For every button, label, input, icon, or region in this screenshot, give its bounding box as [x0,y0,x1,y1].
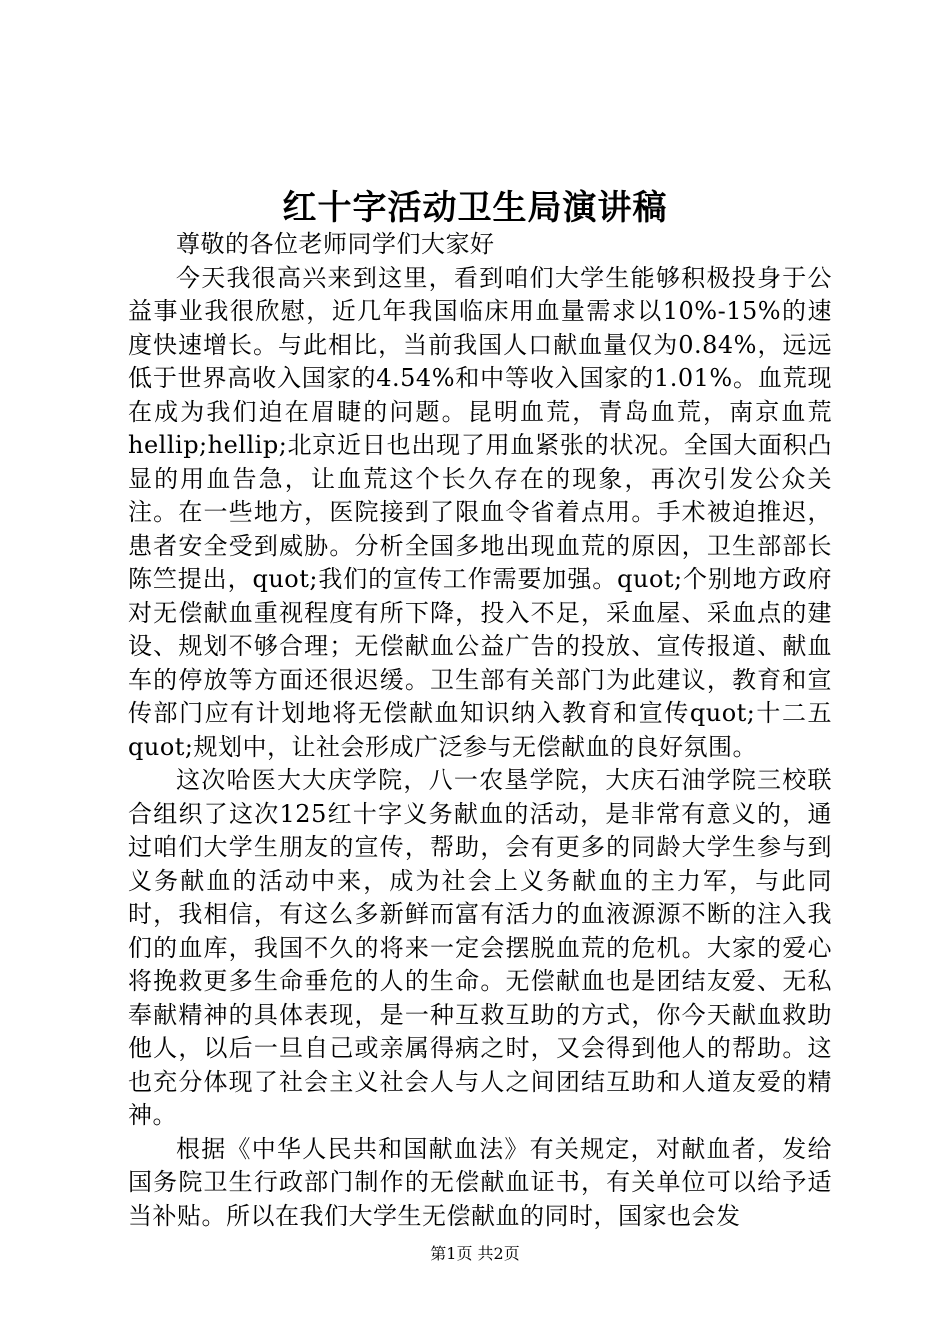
document-title: 红十字活动卫生局演讲稿 [282,188,668,228]
page-number-footer: 第1页 共2页 [430,1244,520,1263]
paragraph-blood-donation-law: 根据《中华人民共和国献血法》有关规定，对献血者，发给国务院卫生行政部门制作的无偿献血证书，有关单位可以给予适当补贴。所以在我们大学生无偿献血的同时，国家也会发 [128,1134,832,1230]
paragraph-donation-event: 这次哈医大大庆学院，八一农垦学院，大庆石油学院三校联合组织了这次125红十字义务献血的活动，是非常有意义的，通过咱们大学生朋友的宣传，帮助，会有更多的同龄大学生参与到义务献血的活动中来，成为社会上义务献血的主力军，与此同时，我相信，有这么多新鲜而富有活力的血液源源不断的注入我们的血库，我国不久的将来一定会摆脱血荒的危机。大家的爱心将挽救更多生命垂危的人的生命。无偿献血也是团结友爱、无私奉献精神的具体表现，是一种互救互助的方式，你今天献血救助他人，以后一旦自己或亲属得病之时，又会得到他人的帮助。这也充分体现了社会主义社会人与人之间团结互助和人道友爱的精神。 [128,766,832,1129]
document-body [128,228,832,1233]
paragraph-greeting: 尊敬的各位老师同学们大家好 [176,230,495,258]
paragraph-blood-shortage: 今天我很高兴来到这里，看到咱们大学生能够积极投身于公益事业我很欣慰，近几年我国临床用血量需求以10%-15%的速度快速增长。与此相比，当前我国人口献血量仅为0.84%，远远低于世界高收入国家的4.54%和中等收入国家的1.01%。血荒现在成为我们迫在眉睫的问题。昆明血荒，青岛血荒，南京血荒hellip;hellip;北京近日也出现了用血紧张的状况。全国大面积凸显的用血告急，让血荒这个长久存在的现象，再次引发公众关注。在一些地方，医院接到了限血令省着点用。手术被迫推迟，患者安全受到威胁。分析全国多地出现血荒的原因，卫生部部长陈竺提出，quot;我们的宣传工作需要加强。quot;个别地方政府对无偿献血重视程度有所下降，投入不足，采血屋、采血点的建设、规划不够合理；无偿献血公益广告的投放、宣传报道、献血车的停放等方面还很迟缓。卫生部有关部门为此建议，教育和宣传部门应有计划地将无偿献血知识纳入教育和宣传quot;十二五quot;规划中，让社会形成广泛参与无偿献血的良好氛围。 [128,263,832,761]
